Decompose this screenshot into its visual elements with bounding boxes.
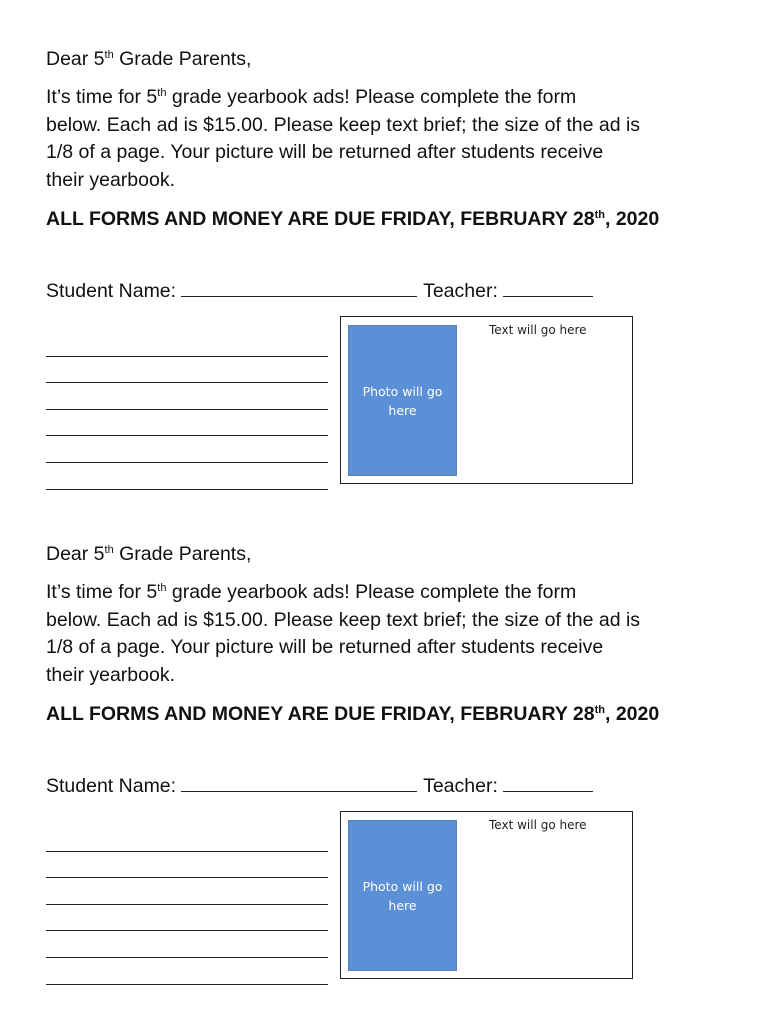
instructions-line-1-end: grade yearbook ads! Please complete the form — [166, 581, 577, 603]
photo-placeholder — [348, 820, 457, 971]
instructions-line-3: 1/8 of a page. Your picture will be returned after students receive — [46, 141, 604, 163]
due-date-notice — [46, 206, 659, 232]
instructions-line-1-start: It’s time for 5 — [46, 86, 158, 108]
ad-sample-box — [340, 316, 633, 484]
teacher-field[interactable] — [503, 278, 593, 297]
ad-text-line-3[interactable] — [46, 878, 328, 905]
greeting — [46, 46, 251, 72]
greeting — [46, 541, 251, 567]
instructions-line-2: below. Each ad is $15.00. Please keep text brief; the size of the ad is — [46, 608, 641, 631]
ad-text-line-2[interactable] — [46, 357, 328, 384]
photo-placeholder-label: Photo will go here — [362, 383, 443, 418]
text-placeholder: Text will go here — [489, 818, 587, 832]
due-date-notice — [46, 701, 659, 727]
greeting-sup: th — [104, 49, 114, 61]
instructions-paragraph — [46, 84, 726, 194]
instructions-line-2: below. Each ad is $15.00. Please keep text brief; the size of the ad is — [46, 113, 641, 136]
ad-text-line-6[interactable] — [46, 463, 328, 490]
instructions-line-1 — [46, 579, 726, 607]
instructions-line-1-end: grade yearbook ads! Please complete the form — [166, 86, 577, 108]
ad-text-line-5[interactable] — [46, 931, 328, 958]
greeting-text-end: Grade Parents, — [113, 48, 252, 70]
name-row — [46, 278, 593, 304]
name-row — [46, 773, 593, 799]
instructions-line-3: 1/8 of a page. Your picture will be returned after students receive — [46, 636, 604, 658]
teacher-label: Teacher: — [423, 775, 498, 797]
greeting-text-end: Grade Parents, — [113, 543, 252, 565]
student-name-field[interactable] — [181, 773, 417, 792]
teacher-field[interactable] — [503, 773, 593, 792]
instructions-line-1 — [46, 84, 726, 112]
ad-text-line-1[interactable] — [46, 825, 328, 852]
ad-sample-box — [340, 811, 633, 979]
instructions-paragraph — [46, 579, 726, 689]
ad-text-line-4[interactable] — [46, 905, 328, 932]
student-name-label: Student Name: — [46, 775, 177, 797]
ad-text-lines — [46, 825, 328, 985]
photo-placeholder-label: Photo will go here — [362, 878, 443, 913]
ad-text-line-6[interactable] — [46, 958, 328, 985]
greeting-text: Dear 5 — [46, 48, 105, 70]
ad-text-line-1[interactable] — [46, 330, 328, 357]
text-placeholder: Text will go here — [489, 323, 587, 337]
greeting-text: Dear 5 — [46, 543, 105, 565]
instructions-line-1-sup: th — [157, 582, 167, 594]
ad-text-line-5[interactable] — [46, 436, 328, 463]
photo-placeholder — [348, 325, 457, 476]
due-text-end: , 2020 — [605, 703, 660, 725]
instructions-line-1-sup: th — [157, 87, 167, 99]
instructions-line-4: their yearbook. — [46, 663, 175, 686]
instructions-line-1-start: It’s time for 5 — [46, 581, 158, 603]
instructions-line-4: their yearbook. — [46, 168, 175, 191]
due-sup: th — [594, 704, 605, 716]
due-text-end: , 2020 — [605, 208, 660, 230]
due-text: ALL FORMS AND MONEY ARE DUE FRIDAY, FEBRUARY 28 — [46, 703, 595, 725]
ad-text-line-2[interactable] — [46, 852, 328, 879]
student-name-field[interactable] — [181, 278, 417, 297]
student-name-label: Student Name: — [46, 280, 177, 302]
greeting-sup: th — [104, 544, 114, 556]
teacher-label: Teacher: — [423, 280, 498, 302]
ad-text-line-4[interactable] — [46, 410, 328, 437]
ad-text-lines — [46, 330, 328, 490]
due-text: ALL FORMS AND MONEY ARE DUE FRIDAY, FEBRUARY 28 — [46, 208, 595, 230]
ad-text-line-3[interactable] — [46, 383, 328, 410]
due-sup: th — [594, 209, 605, 221]
